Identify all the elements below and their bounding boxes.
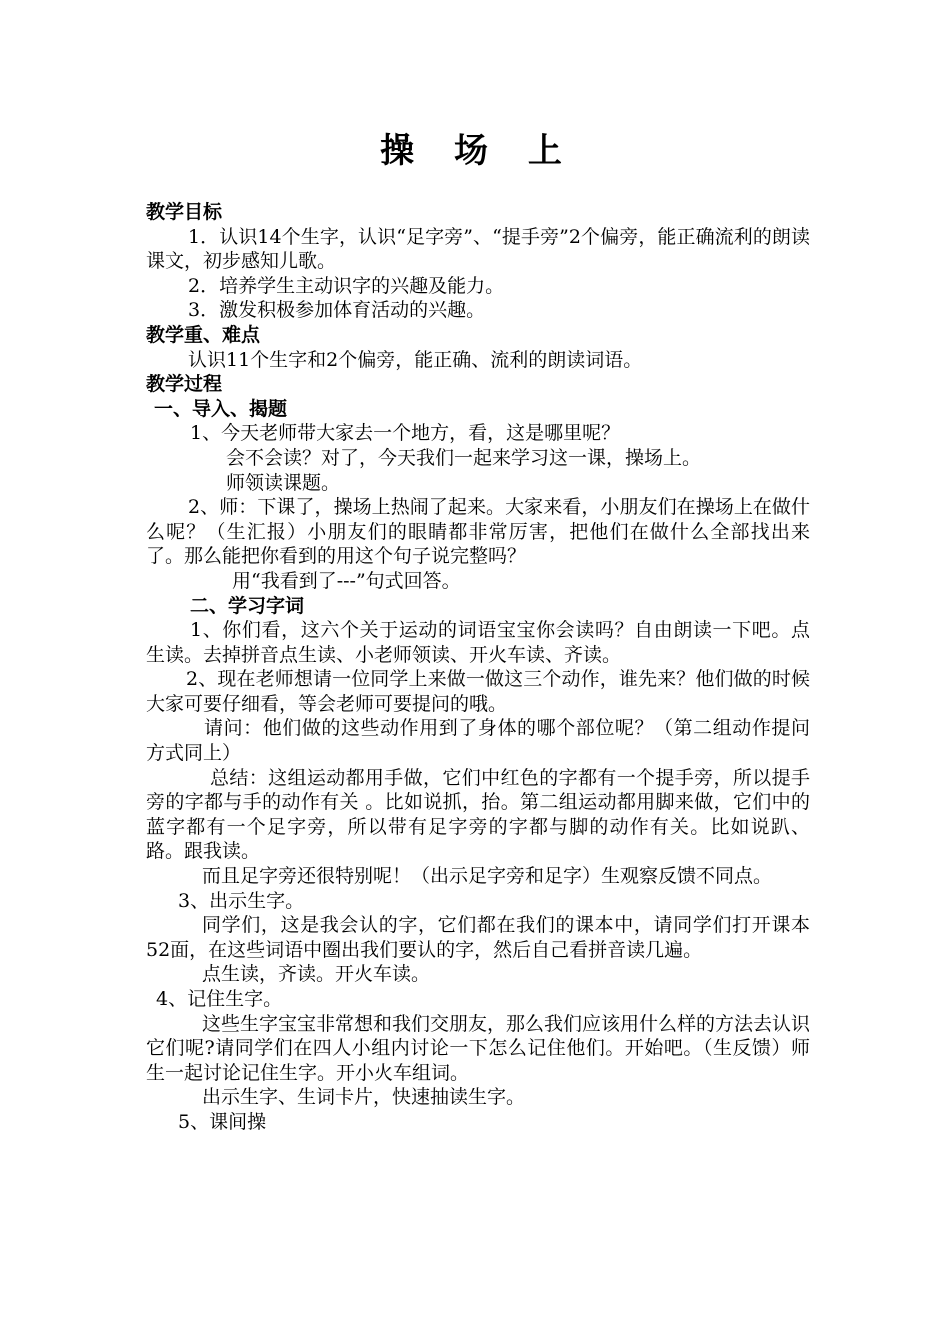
subsection-heading-intro: 一、导入、揭题 bbox=[154, 397, 288, 420]
section-heading-objectives: 教学目标 bbox=[146, 201, 223, 223]
vocab-paragraph-6: 3、出示生字。 bbox=[178, 889, 305, 912]
key-points-text: 认识11个生字和2个偏旁，能正确、流利的朗读词语。 bbox=[188, 348, 643, 371]
vocab-paragraph-1: 1、你们看，这六个关于运动的词语宝宝你会读吗？自由朗读一下吧。点生读。去掉拼音点生读、小老师领读、开火车读、齐读。 bbox=[146, 619, 810, 666]
intro-paragraph-1: 1、今天老师带大家去一个地方，看，这是哪里呢？ bbox=[190, 422, 621, 445]
section-heading-process: 教学过程 bbox=[146, 373, 223, 396]
vocab-paragraph-7: 同学们，这是我会认的字，它们都在我们的课本中，请同学们打开课本52面，在这些词语中圈出我们要认的字，然后自己看拼音读几遍。 bbox=[146, 914, 810, 961]
vocab-paragraph-5: 而且足字旁还很特别呢！（出示足字旁和足字）生观察反馈不同点。 bbox=[202, 865, 773, 888]
document-body bbox=[146, 200, 810, 1135]
intro-paragraph-3: 师领读课题。 bbox=[226, 471, 341, 494]
vocab-paragraph-10: 这些生字宝宝非常想和我们交朋友，那么我们应该用什么样的方法去认识它们呢?请同学们在四人小组内讨论一下怎么记住他们。开始吧。（生反馈）师生一起讨论记住生字。开小火车组词。 bbox=[146, 1012, 811, 1084]
intro-paragraph-4: 2、师：下课了，操场上热闹了起来。大家来看，小朋友们在操场上在做什么呢？（生汇报）小朋友们的眼睛都非常厉害，把他们在做什么全部找出来了。那么能把你看到的用这个句子说完整吗？ bbox=[146, 496, 810, 568]
objective-1: 1．认识14个生字，认识“足字旁”、“提手旁”2个偏旁，能正确流利的朗读课文，初步感知儿歌。 bbox=[146, 225, 810, 273]
vocab-paragraph-12: 5、课间操 bbox=[178, 1110, 267, 1133]
vocab-paragraph-9: 4、记住生字。 bbox=[156, 988, 283, 1010]
page-title: 操 场 上 bbox=[380, 131, 576, 171]
vocab-paragraph-2: 2、现在老师想请一位同学上来做一做这三个动作，谁先来？他们做的时候大家可要仔细看，等会老师可要提问的哦。 bbox=[146, 668, 810, 715]
vocab-paragraph-8: 点生读，齐读。开火车读。 bbox=[202, 963, 431, 986]
section-heading-key-points: 教学重、难点 bbox=[146, 323, 261, 346]
subsection-heading-vocabulary: 二、学习字词 bbox=[190, 594, 305, 617]
objective-2: 2．培养学生主动识字的兴趣及能力。 bbox=[188, 274, 505, 297]
intro-paragraph-2: 会不会读？对了，今天我们一起来学习这一课，操场上。 bbox=[226, 446, 702, 469]
objective-3: 3．激发积极参加体育活动的兴趣。 bbox=[188, 299, 486, 322]
vocab-paragraph-3: 请问：他们做的这些动作用到了身体的哪个部位呢？（第二组动作提问方式同上） bbox=[146, 717, 810, 765]
vocab-paragraph-4: 总结：这组运动都用手做，它们中红色的字都有一个提手旁，所以提手旁的字都与手的动作有关 。比如说抓，抬。第二组运动都用脚来做，它们中的蓝字都有一个足字旁，所以带有足字旁的字都与脚的动作有关。比如说趴、路。跟我读。 bbox=[146, 766, 810, 863]
vocab-paragraph-11: 出示生字、生词卡片，快速抽读生字。 bbox=[202, 1086, 526, 1109]
intro-paragraph-5: 用“我看到了---”句式回答。 bbox=[232, 569, 461, 592]
